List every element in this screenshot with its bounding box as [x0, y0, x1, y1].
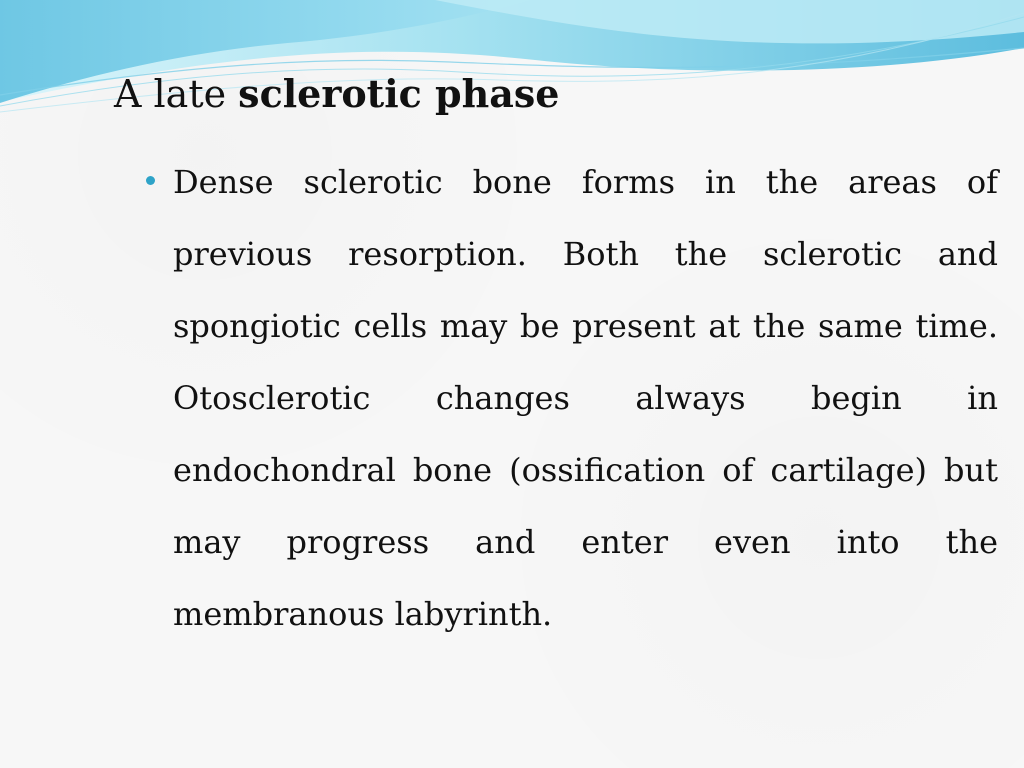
bullet-item [146, 146, 998, 650]
slide-content [146, 146, 998, 650]
decorative-wave-header [0, 0, 1024, 140]
title-prefix: A late [114, 72, 239, 116]
title-emphasis: sclerotic phase [238, 71, 560, 116]
bullet-paragraph: Dense sclerotic bone forms in the areas of previous resorption. Both the sclerotic and spongiotic cells may be present at the same time. Otosclerotic changes always begin in endochondral bone (ossification of cartilage) but may progress and enter even into the membranous labyrinth. [173, 163, 998, 633]
slide-title [114, 71, 559, 118]
bullet-icon [146, 176, 155, 185]
